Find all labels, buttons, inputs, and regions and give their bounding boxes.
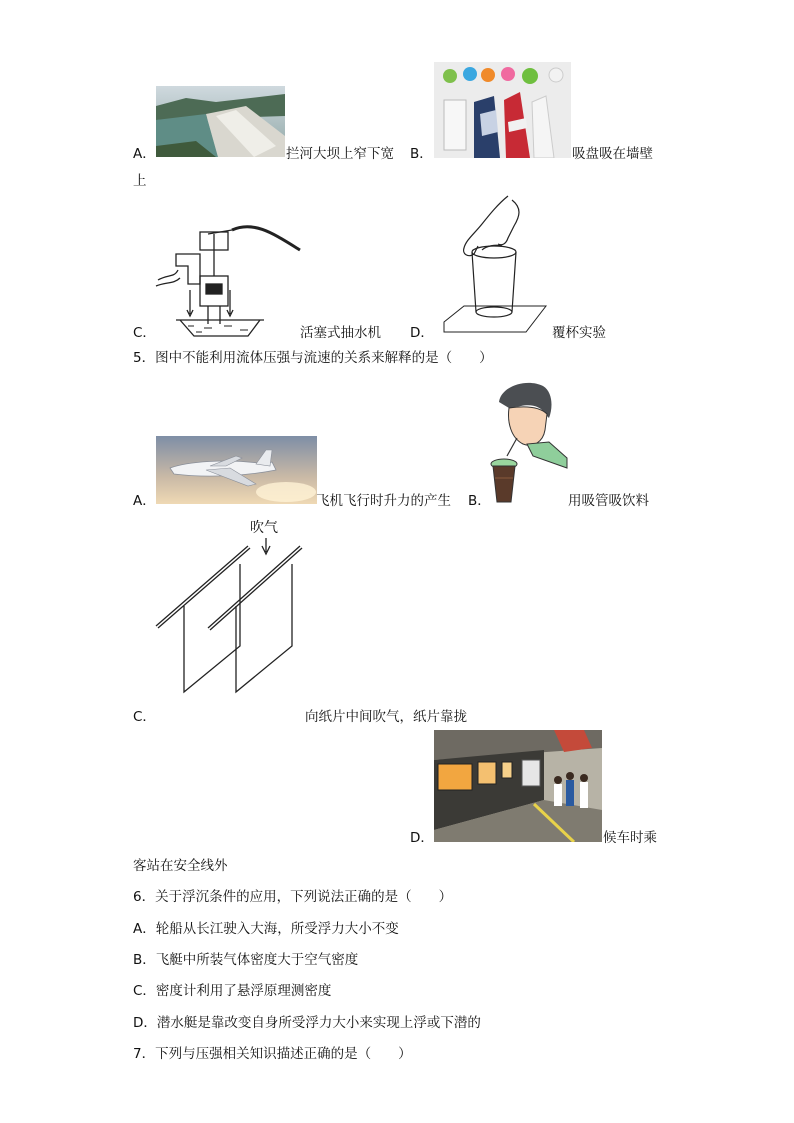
boy-drinking-straw-illustration [487,378,569,506]
q6-option-a: A．轮船从长江驶入大海，所受浮力大小不变 [133,921,399,937]
q6-option-d: D．潜水艇是靠改变自身所受浮力大小来实现上浮或下潜的 [133,1015,481,1031]
q5-option-d-letter: D． [410,830,434,846]
suction-hooks-photo [434,62,571,158]
q4-option-a-letter: A． [133,146,156,162]
q5-option-a-letter: A． [133,493,156,509]
piston-pump-diagram [154,220,304,342]
q6-option-c: C．密度计利用了悬浮原理测密度 [133,983,332,999]
q4-option-a-text: 拦河大坝上窄下宽 [286,146,394,162]
inverted-cup-diagram [438,194,550,336]
q4-option-d-text: 覆杯实验 [552,325,606,341]
q6-option-b: B．飞艇中所装气体密度大于空气密度 [133,952,359,968]
q4-option-b-text-line1: 吸盘吸在墙壁 [572,146,653,162]
q6-stem: 6．关于浮沉条件的应用，下列说法正确的是（ ） [133,889,453,905]
q5-option-d-text-line1: 候车时乘 [603,830,657,846]
blow-label: 吹气 [250,520,278,536]
q7-stem: 7．下列与压强相关知识描述正确的是（ ） [133,1046,412,1062]
q4-option-b-letter: B． [410,146,433,162]
paper-sheets-diagram [150,536,310,698]
q5-stem: 5．图中不能利用流体压强与流速的关系来解释的是（ ） [133,350,493,366]
q5-option-d-text-line2: 客站在安全线外 [133,858,228,874]
airplane-photo [156,436,317,504]
q5-option-c-text: 向纸片中间吹气，纸片靠拢 [305,709,467,725]
q4-option-c-letter: C． [133,325,156,341]
dam-photo [156,86,285,157]
subway-platform-photo [434,730,602,842]
q5-option-a-text: 飞机飞行时升力的产生 [316,493,451,509]
q4-option-c-text: 活塞式抽水机 [300,325,381,341]
q5-option-b-text: 用吸管吸饮料 [568,493,649,509]
q5-option-b-letter: B． [468,493,491,509]
q4-option-b-text-line2: 上 [133,173,147,189]
q5-option-c-letter: C． [133,709,156,725]
q4-option-d-letter: D． [410,325,434,341]
